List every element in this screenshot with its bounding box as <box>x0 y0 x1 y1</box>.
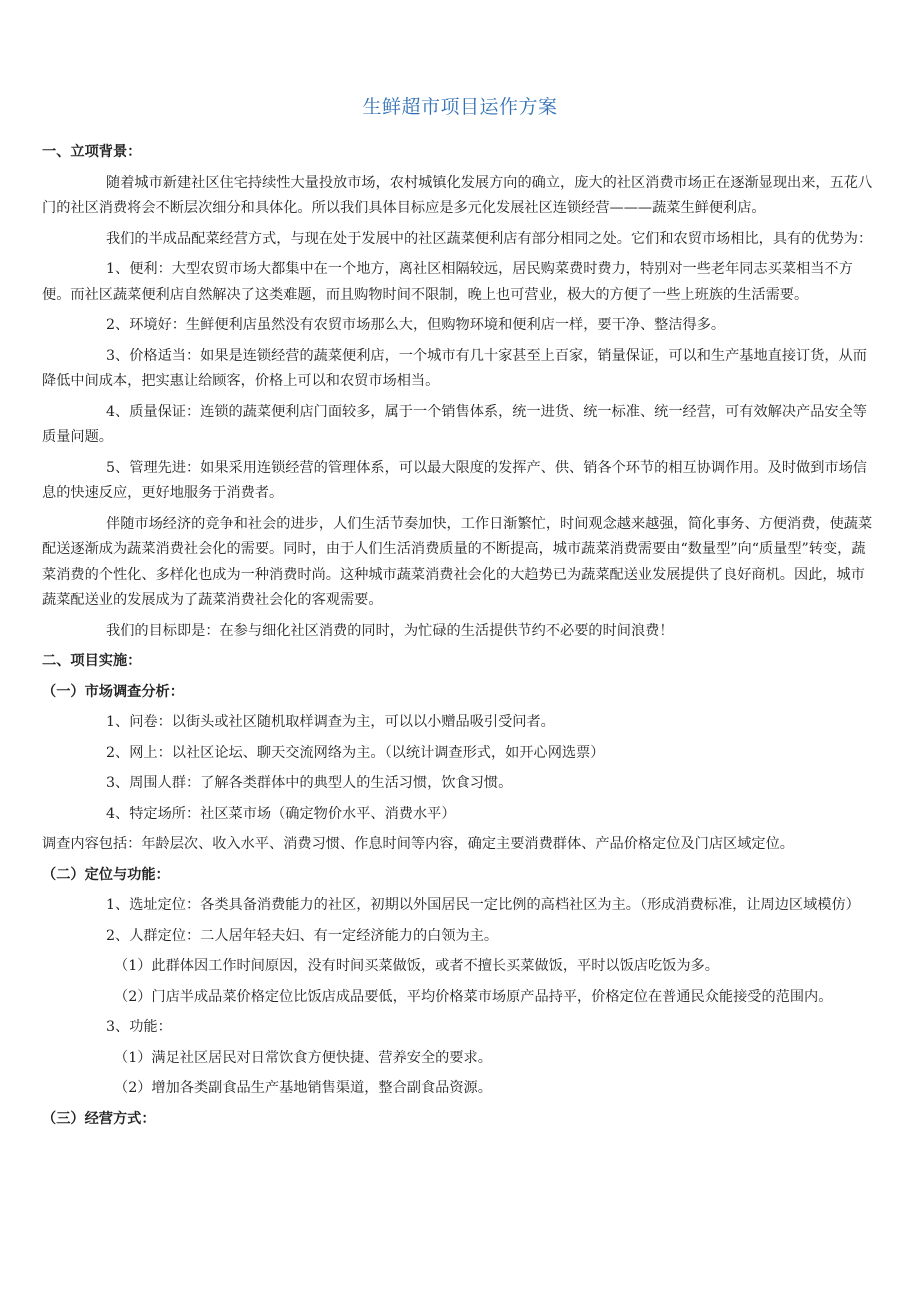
subsection-heading-operation: （三）经营方式： <box>42 1110 156 1127</box>
paragraph: 1、便利：大型农贸市场大都集中在一个地方，离社区相隔较远，居民购菜费时费力，特别对一些老年同志买菜相当不方便。而社区蔬菜便利店自然解决了这类难题，而且购物时间不限制，晚上也可营业，极大的方便了一些上班族的生活需要。 <box>42 261 853 303</box>
list-item: 2、人群定位：二人居年轻夫妇、有一定经济能力的白领为主。 <box>106 927 499 944</box>
document-body <box>42 140 878 1137</box>
paragraph: 2、环境好：生鲜便利店虽然没有农贸市场那么大，但购物环境和便利店一样，要干净、整洁得多。 <box>106 317 726 333</box>
paragraph: 我们的半成品配菜经营方式，与现在处于发展中的社区蔬菜便利店有部分相同之处。它们和农贸市场相比，具有的优势为： <box>106 230 873 247</box>
list-item: 2、网上：以社区论坛、聊天交流网络为主。（以统计调查形式，如开心网选票） <box>106 744 605 761</box>
list-item: 1、选址定位：各类具备消费能力的社区，初期以外国居民一定比例的高档社区为主。（形成消费标准，让周边区域模仿） <box>106 897 860 913</box>
list-item: 1、问卷：以街头或社区随机取样调查为主，可以以小赠品吸引受问者。 <box>106 714 555 730</box>
section-heading-background: 一、立项背景： <box>42 144 142 160</box>
list-item: 3、周围人群：了解各类群体中的典型人的生活习惯，饮食习惯。 <box>106 775 513 791</box>
paragraph: 伴随市场经济的竞争和社会的进步，人们生活节奏加快，工作日渐繁忙，时间观念越来越强，简化事务、方便消费，使蔬菜配送逐渐成为蔬菜消费社会化的需要。同时，由于人们生活消费质量的不断提高，城市蔬菜消费需要由“数量型”向“质量型”转变，蔬菜消费的个性化、多样化也成为一种消费时尚。这种城市蔬菜消费社会化的大趋势已为蔬菜配送业发展提供了良好商机。因此，城市蔬菜配送业的发展成为了蔬菜消费社会化的客观需要。 <box>42 515 873 608</box>
paragraph: 调查内容包括：年龄层次、收入水平、消费习惯、作息时间等内容，确定主要消费群体、产品价格定位及门店区域定位。 <box>42 836 794 852</box>
subsection-heading-positioning: （二）定位与功能： <box>42 866 170 883</box>
list-item: （1）满足社区居民对日常饮食方便快捷、营养安全的要求。 <box>114 1049 492 1066</box>
paragraph: 随着城市新建社区住宅持续性大量投放市场，农村城镇化发展方向的确立，庞大的社区消费市场正在逐渐显现出来，五花八门的社区消费将会不断层次细分和具体化。所以我们具体目标应是多元化发展社区连锁经营———蔬菜生鲜便利店。 <box>42 174 873 216</box>
section-heading-implementation: 二、项目实施： <box>42 653 142 669</box>
document-title: 生鲜超市项目运作方案 <box>362 96 558 118</box>
paragraph: 我们的目标即是：在参与细化社区消费的同时，为忙碌的生活提供节约不必要的时间浪费！ <box>106 622 674 639</box>
paragraph: 3、价格适当：如果是连锁经营的蔬菜便利店，一个城市有几十家甚至上百家，销量保证，可以和生产基地直接订货，从而降低中间成本，把实惠让给顾客，价格上可以和农贸市场相当。 <box>42 347 867 389</box>
list-item: （1）此群体因工作时间原因，没有时间买菜做饭，或者不擅长买菜做饭，平时以饭店吃饭为多。 <box>114 958 719 974</box>
list-item: 4、特定场所：社区菜市场（确定物价水平、消费水平） <box>106 805 456 822</box>
subsection-heading-market-research: （一）市场调查分析： <box>42 683 184 700</box>
list-item: （2）门店半成品菜价格定位比饭店成品要低，平均价格菜市场原产品持平，价格定位在普通民众能接受的范围内。 <box>114 988 833 1005</box>
list-item: （2）增加各类副食品生产基地销售渠道，整合副食品资源。 <box>114 1080 492 1096</box>
paragraph: 5、管理先进：如果采用连锁经营的管理体系，可以最大限度的发挥产、供、销各个环节的相互协调作用。及时做到市场信息的快速反应，更好地服务于消费者。 <box>42 459 867 501</box>
list-item: 3、功能： <box>106 1019 172 1035</box>
paragraph: 4、质量保证：连锁的蔬菜便利店门面较多，属于一个销售体系，统一进货、统一标准、统一经营，可有效解决产品安全等质量问题。 <box>42 403 867 445</box>
